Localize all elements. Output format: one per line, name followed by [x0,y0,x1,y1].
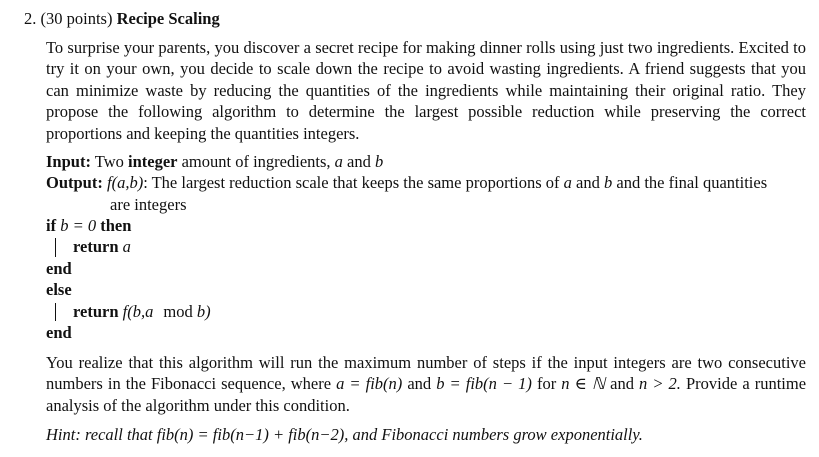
output-var-a: a [563,173,572,193]
input-var-b: b [375,152,384,171]
return-value-a: a [122,237,131,257]
input-post: amount of ingredients, [181,152,331,171]
algo-end-line-2 [46,322,806,343]
input-output-spec [46,151,806,215]
analysis-for: for [536,374,557,394]
equation-b: b = fib(n − 1) [436,374,532,394]
then-keyword: then [100,216,132,235]
input-and: and [347,152,371,171]
output-text-2: and the final quantities [616,173,768,193]
output-continuation: are integers [110,194,187,214]
analysis-text-2: Provide a runtime analysis of the algorithm under this condition. [46,374,807,415]
analysis-and-2: and [610,374,634,394]
input-var-a: a [334,152,343,171]
output-text-1: : The largest reduction scale that keeps the same proportions of [143,173,560,193]
end-keyword: end [46,258,72,278]
output-and: and [576,173,600,193]
output-func: f(a,b) [106,173,144,193]
return-keyword: return [73,237,119,257]
output-var-b: b [604,173,613,193]
return-keyword-2: return [73,301,119,321]
algo-if-line [46,215,806,236]
question-points: (30 points) [40,9,113,28]
input-label: Input: [46,152,91,171]
end-keyword-2: end [46,322,72,342]
if-keyword: if [46,216,57,235]
equation-a: a = fib(n) [336,374,403,394]
analysis-paragraph [46,352,806,416]
intro-paragraph: To surprise your parents, you discover a secret recipe for making dinner rolls using just two ingredients. Excited to try it on your own, you decide to scale down the recipe to avoid wasting ingredients. A friend suggests that you can minimize waste by reducing the quantities of the ingredients while maintaining their original ratio. They propose the following algorithm to determine the largest possible reduction while preserving the correct proportions and keeping the quantities integers. [46,38,806,143]
algo-end-line [46,258,806,279]
hint-text: Hint: recall that fib(n) = fib(n−1) + fib(n−2), and Fibonacci numbers grow exponentially. [46,425,643,444]
question-heading [24,8,220,29]
mod-keyword: mod [163,301,193,321]
algo-else-line [46,279,806,300]
mod-argument: b) [196,301,211,321]
condition-n-natural: n ∈ ℕ [561,374,606,394]
question-title: Recipe Scaling [116,9,220,28]
algorithm-block [46,215,806,343]
input-bold: integer [128,152,178,171]
else-keyword: else [46,280,72,300]
algo-return-recursive-line [46,301,806,322]
algo-return-a-line [46,236,806,257]
input-pre: Two [94,152,124,171]
analysis-and-1: and [407,374,432,394]
analysis-text-1: You realize that this algorithm will run the maximum number of steps if the input integers are two consecutive numbers in the Fibonacci sequence, where [46,353,806,394]
input-line [46,151,806,172]
output-label: Output: [46,173,103,193]
condition-n-gt-2: n > 2. [639,374,681,394]
output-line [46,172,806,193]
if-condition: b = 0 [60,216,97,235]
recursive-call: f(b,a [122,301,154,321]
question-number: 2. [24,9,37,28]
